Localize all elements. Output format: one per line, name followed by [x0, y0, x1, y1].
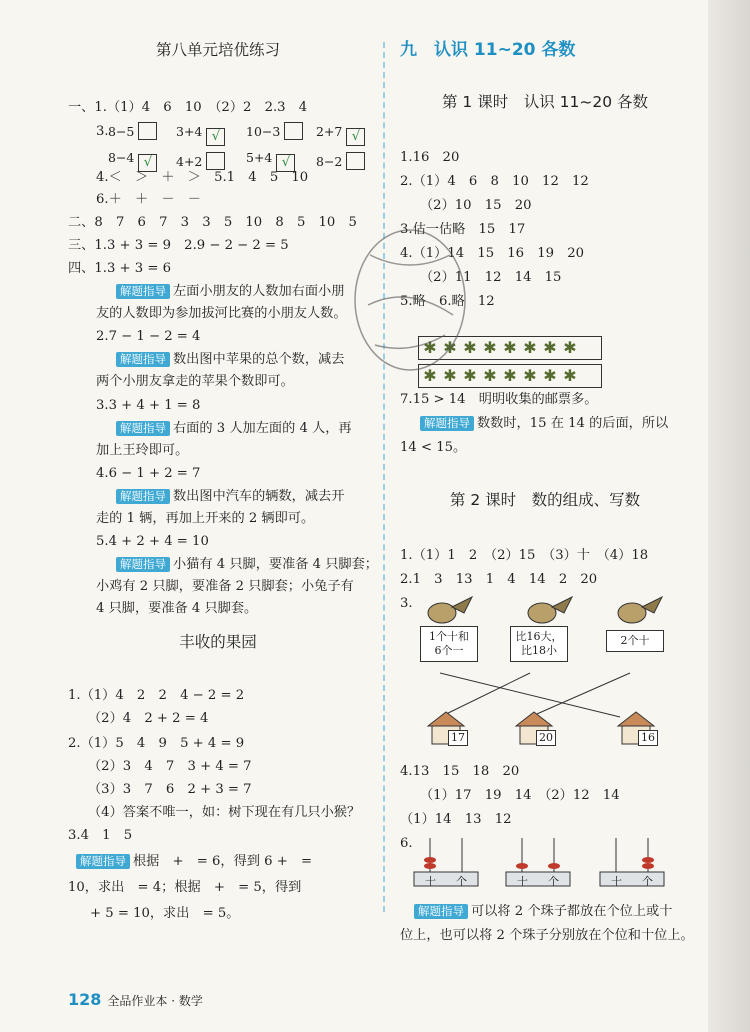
q3-expr: 8−2: [316, 154, 343, 169]
house-number: 16: [638, 730, 658, 746]
bird-icon: [428, 597, 472, 623]
leaf-icon: ✱: [523, 366, 537, 385]
hint-text: 左面小朋友的人数加右面小朋: [173, 284, 345, 299]
answer-line: （1）14 13 12: [400, 812, 512, 827]
page-footer: [68, 990, 203, 1009]
hint-text: 4 只脚，要准备 4 只脚套。: [96, 601, 258, 616]
answer-line: 2.7 − 1 − 2 = 4: [96, 329, 201, 344]
abacus: [600, 838, 664, 886]
answer-line: 3.4 1 5: [68, 828, 133, 843]
section-title: 丰收的果园: [179, 633, 257, 651]
column-divider: [383, 42, 385, 912]
abacus-label: 个: [456, 875, 467, 888]
q3-grid: [96, 122, 109, 142]
answer-line: 二、8 7 6 7 3 3 5 10 8 5 10 5: [68, 215, 357, 230]
leaf-icon: ✱: [463, 366, 477, 385]
q3-expr: 2+7: [316, 124, 343, 139]
match-card: 2个十: [606, 630, 664, 652]
q3-expr: 10−3: [246, 124, 281, 139]
q3-expr: 4+2: [176, 154, 203, 169]
abacus: [414, 838, 478, 886]
hint-line: [116, 419, 352, 439]
abacus-label: 个: [548, 875, 559, 888]
bird-icon: [618, 597, 662, 623]
hint-text: + 5 = 10，求出 = 5。: [90, 906, 240, 921]
leaf-icon: ✱: [523, 338, 537, 357]
page-number: 128: [68, 990, 102, 1009]
abacus-label: 十: [425, 875, 436, 888]
hint-line: [76, 852, 312, 872]
hint-badge: 解题指导: [116, 284, 170, 299]
hint-badge: 解题指导: [116, 421, 170, 436]
abacus-label: 个: [642, 875, 653, 888]
hint-badge: 解题指导: [76, 854, 130, 869]
q3-expr: 3+4: [176, 124, 203, 139]
answer-box: [138, 122, 157, 140]
answer-line: 4.＜ ＞ ＋ ＞ 5.1 4 5 10: [96, 170, 309, 185]
answer-line: 一、1.（1）4 6 10 （2）2 2.3 4: [68, 100, 308, 115]
hint-line: [116, 282, 344, 302]
leaf-icon: ✱: [463, 338, 477, 357]
leaf-icon: ✱: [423, 366, 437, 385]
hint-badge: 解题指导: [414, 904, 468, 919]
leaf-icon: ✱: [483, 366, 497, 385]
hint-text: 10，求出 = 4；根据 + = 5，得到: [68, 880, 302, 895]
leaf-icon: ✱: [563, 366, 577, 385]
answer-line: 1.16 20: [400, 150, 460, 165]
hint-line: [116, 487, 344, 507]
answer-line: 7.15 > 14 明明收集的邮票多。: [400, 392, 598, 407]
hint-text: 右面的 3 人加左面的 4 人，再: [173, 421, 352, 436]
leaf-icon: ✱: [503, 338, 517, 357]
hint-text: 数数时，15 在 14 的后面，所以: [477, 416, 669, 431]
answer-line: 3.: [400, 596, 413, 611]
answer-line: （2）3 4 7 3 + 4 = 7: [88, 759, 252, 774]
book-name: 全品作业本 · 数学: [107, 994, 203, 1008]
answer-line: 1.（1）1 2 （2）15 （3）十 （4）18: [400, 548, 649, 563]
answer-box: √: [276, 154, 295, 172]
hint-text: 两个小朋友拿走的苹果个数即可。: [96, 374, 294, 389]
leaf-icon: ✱: [543, 366, 557, 385]
hint-text: 根据 + = 6，得到 6 + =: [133, 854, 313, 869]
lesson-title: 第 2 课时 数的组成、写数: [449, 491, 641, 509]
answer-line: （1）17 19 14 （2）12 14: [420, 788, 620, 803]
answer-line: （2）4 2 + 2 = 4: [88, 711, 209, 726]
unit-title: 九 认识 11~20 各数: [400, 40, 576, 60]
answer-line: 6.＋ ＋ － －: [96, 192, 201, 207]
answer-box: [346, 152, 365, 170]
answer-line: 4.6 − 1 + 2 = 7: [96, 466, 201, 481]
answer-line: 1.（1）4 2 2 4 − 2 = 2: [68, 688, 245, 703]
leaf-icon: ✱: [503, 366, 517, 385]
hint-badge: 解题指导: [116, 489, 170, 504]
hint-text: 小猫有 4 只脚，要准备 4 只脚套；: [173, 557, 378, 572]
lesson-title: 第 1 课时 认识 11~20 各数: [441, 93, 648, 111]
hint-text: 加上王玲即可。: [96, 443, 189, 458]
q3-expr: 8−5: [108, 124, 135, 139]
answer-line: 6.: [400, 836, 413, 851]
hint-text: 友的人数即为参加拔河比赛的小朋友人数。: [96, 306, 347, 321]
answer-line: 2.（1）5 4 9 5 + 4 = 9: [68, 736, 245, 751]
hint-line: [420, 414, 668, 434]
answer-line: 三、1.3 + 3 = 9 2.9 − 2 − 2 = 5: [68, 238, 289, 253]
hint-line: [414, 902, 672, 922]
bird-icon: [528, 597, 572, 623]
house-number: 17: [448, 730, 468, 746]
q3-expr: 5+4: [246, 150, 273, 165]
hint-line: [116, 555, 378, 575]
answer-line: 5.略 6.略 12: [400, 294, 495, 309]
section-title: 第八单元培优练习: [155, 41, 280, 59]
answer-line: 4.（1）14 15 16 19 20: [400, 246, 584, 261]
hint-text: 位上，也可以将 2 个珠子分别放在个位和十位上。: [400, 928, 694, 943]
hint-text: 可以将 2 个珠子都放在个位上或十: [471, 904, 673, 919]
answer-line: 2.（1）4 6 8 10 12 12: [400, 174, 589, 189]
hint-text: 数出图中汽车的辆数，减去开: [173, 489, 345, 504]
leaf-icon: ✱: [563, 338, 577, 357]
answer-line: （2）11 12 14 15: [420, 270, 562, 285]
hint-text: 数出图中苹果的总个数，减去: [173, 352, 345, 367]
answer-box: [284, 122, 303, 140]
hint-badge: 解题指导: [420, 416, 474, 431]
hint-badge: 解题指导: [116, 557, 170, 572]
page-edge: [708, 0, 750, 1032]
leaf-icon: ✱: [543, 338, 557, 357]
abacus-label: 十: [517, 875, 528, 888]
answer-box: √: [206, 128, 225, 146]
leaf-icon: ✱: [443, 366, 457, 385]
answer-line: 3.估一估略 15 17: [400, 222, 526, 237]
answer-line: （3）3 7 6 2 + 3 = 7: [88, 782, 252, 797]
abacus: [506, 838, 570, 886]
answer-line: 5.4 + 2 + 4 = 10: [96, 534, 209, 549]
hint-text: 小鸡有 2 只脚，要准备 2 只脚套；小兔子有: [96, 579, 354, 594]
answer-line: 四、1.3 + 3 = 6: [68, 261, 171, 276]
hint-badge: 解题指导: [116, 352, 170, 367]
answer-line: 2.1 3 13 1 4 14 2 20: [400, 572, 598, 587]
answer-line: 3.3 + 4 + 1 = 8: [96, 398, 201, 413]
leaf-icon: ✱: [483, 338, 497, 357]
answer-box: √: [346, 128, 365, 146]
answer-box: √: [138, 154, 157, 172]
answer-line: （2）10 15 20: [420, 198, 532, 213]
match-card: 比16大， 比18小: [510, 626, 568, 662]
hint-text: 14 < 15。: [400, 440, 467, 455]
leaf-icon: ✱: [423, 338, 437, 357]
watermark-stamp: [340, 215, 480, 385]
house-number: 20: [536, 730, 556, 746]
answer-line: （4）答案不唯一，如：树下现在有几只小猴？: [88, 805, 361, 820]
q3-expr: 8−4: [108, 150, 135, 165]
match-card: 1个十和 6个一: [420, 626, 478, 662]
q3-label: 3.: [96, 124, 109, 139]
abacus-label: 十: [611, 875, 622, 888]
leaf-icon: ✱: [443, 338, 457, 357]
hint-line: [116, 350, 344, 370]
answer-line: 4.13 15 18 20: [400, 764, 520, 779]
hint-text: 走的 1 辆，再加上开来的 2 辆即可。: [96, 511, 315, 526]
